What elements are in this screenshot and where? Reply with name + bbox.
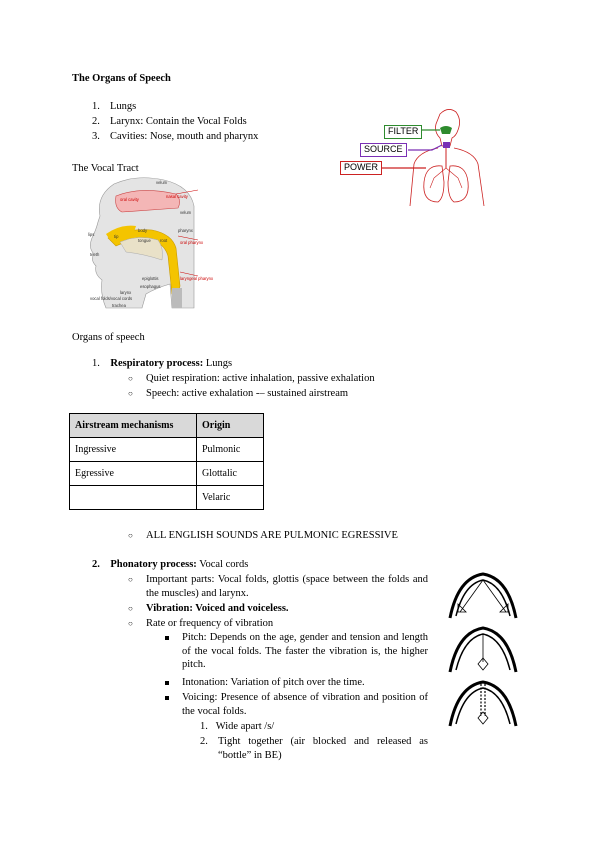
bullet-circle-icon: ○ (128, 619, 133, 628)
table-cell: Ingressive (70, 438, 197, 462)
bullet-square-icon (165, 681, 169, 685)
intonation-item: Intonation: Variation of pitch over the time. (182, 677, 365, 688)
label-velum-top: velum (156, 180, 168, 185)
bullet-circle-icon: ○ (128, 531, 133, 540)
label-lips: lips (88, 232, 95, 237)
bullet-circle-icon: ○ (128, 604, 133, 613)
vibration-item: Vibration: Voiced and voiceless. (146, 603, 289, 614)
phonatory-item: 2. Phonatory process: Vocal cords (92, 559, 249, 570)
label-teeth: teeth (90, 252, 100, 257)
label-tongue: tongue (138, 238, 151, 243)
glottis-closed-diagram (446, 676, 520, 730)
table-cell (70, 486, 197, 510)
bullet-square-icon (165, 636, 169, 640)
filter-label: FILTER (384, 125, 422, 139)
label-epiglottis: epiglottis (142, 276, 159, 281)
label-laryngeal-pharynx: laryngeal pharynx (180, 276, 214, 281)
table-header-row (70, 414, 264, 438)
page-title: The Organs of Speech (72, 73, 171, 84)
label-esophagus: esophagus (140, 284, 161, 289)
table-cell: Glottalic (197, 462, 264, 486)
respiratory-bullet: Quiet respiration: active inhalation, passive exhalation (146, 373, 375, 384)
label-nasal-cavity: nasal cavity (166, 194, 188, 199)
voicing-item: Voicing: Presence of absence of vibration and position of the vocal folds. (182, 692, 428, 717)
glottis-wide-diagram (446, 568, 520, 622)
speech-system-diagram (338, 106, 498, 210)
respiratory-bullet: Speech: active exhalation -– sustained airstream (146, 388, 349, 399)
organs-heading: Organs of speech (72, 332, 145, 343)
bullet-circle-icon: ○ (128, 389, 133, 398)
table-row (70, 462, 264, 486)
table-header-cell: Airstream mechanisms (70, 414, 197, 438)
vocal-tract-heading: The Vocal Tract (72, 163, 139, 174)
phonatory-label: Phonatory process: (110, 559, 197, 570)
label-oral-cavity: oral cavity (120, 197, 139, 202)
respiratory-label: Respiratory process: (110, 358, 204, 369)
bullet-circle-icon: ○ (128, 374, 133, 383)
table-cell: Pulmonic (197, 438, 264, 462)
pitch-item: Pitch: Depends on the age, gender and tension and length of the vocal folds. The faster the vibration is, the higher pitch. (182, 632, 428, 671)
label-velum: velum (180, 210, 192, 215)
table-header-cell: Origin (197, 414, 264, 438)
voicing-list-item: 1. Wide apart /s/ (200, 721, 275, 732)
table-row (70, 438, 264, 462)
source-label: SOURCE (360, 143, 407, 157)
table-cell: Velaric (197, 486, 264, 510)
label-larynx: larynx (120, 290, 132, 295)
label-body: body (138, 228, 148, 233)
bullet-square-icon (165, 696, 169, 700)
label-oral-pharynx: oral pharynx (180, 240, 204, 245)
all-english-note: ALL ENGLISH SOUNDS ARE PULMONIC EGRESSIVE (146, 530, 398, 541)
label-pharynx: pharynx (178, 228, 193, 233)
label-trachea: trachea (112, 303, 126, 308)
label-vocal-folds: vocal folds/vocal cords (90, 296, 133, 301)
respiratory-item: 1. Respiratory process: Lungs (92, 358, 233, 369)
rate-item: Rate or frequency of vibration (146, 618, 274, 629)
vocal-tract-diagram (86, 176, 214, 308)
table-cell: Egressive (70, 462, 197, 486)
airstream-table (69, 413, 264, 510)
label-root: root (160, 238, 168, 243)
label-tip: tip (114, 234, 119, 239)
power-label: POWER (340, 161, 382, 175)
glottis-voiced-diagram (446, 622, 520, 676)
bullet-circle-icon: ○ (128, 575, 133, 584)
table-row (70, 486, 264, 510)
important-parts: Important parts: Vocal folds, glottis (space between the folds and the muscles) and larynx. (146, 574, 428, 599)
